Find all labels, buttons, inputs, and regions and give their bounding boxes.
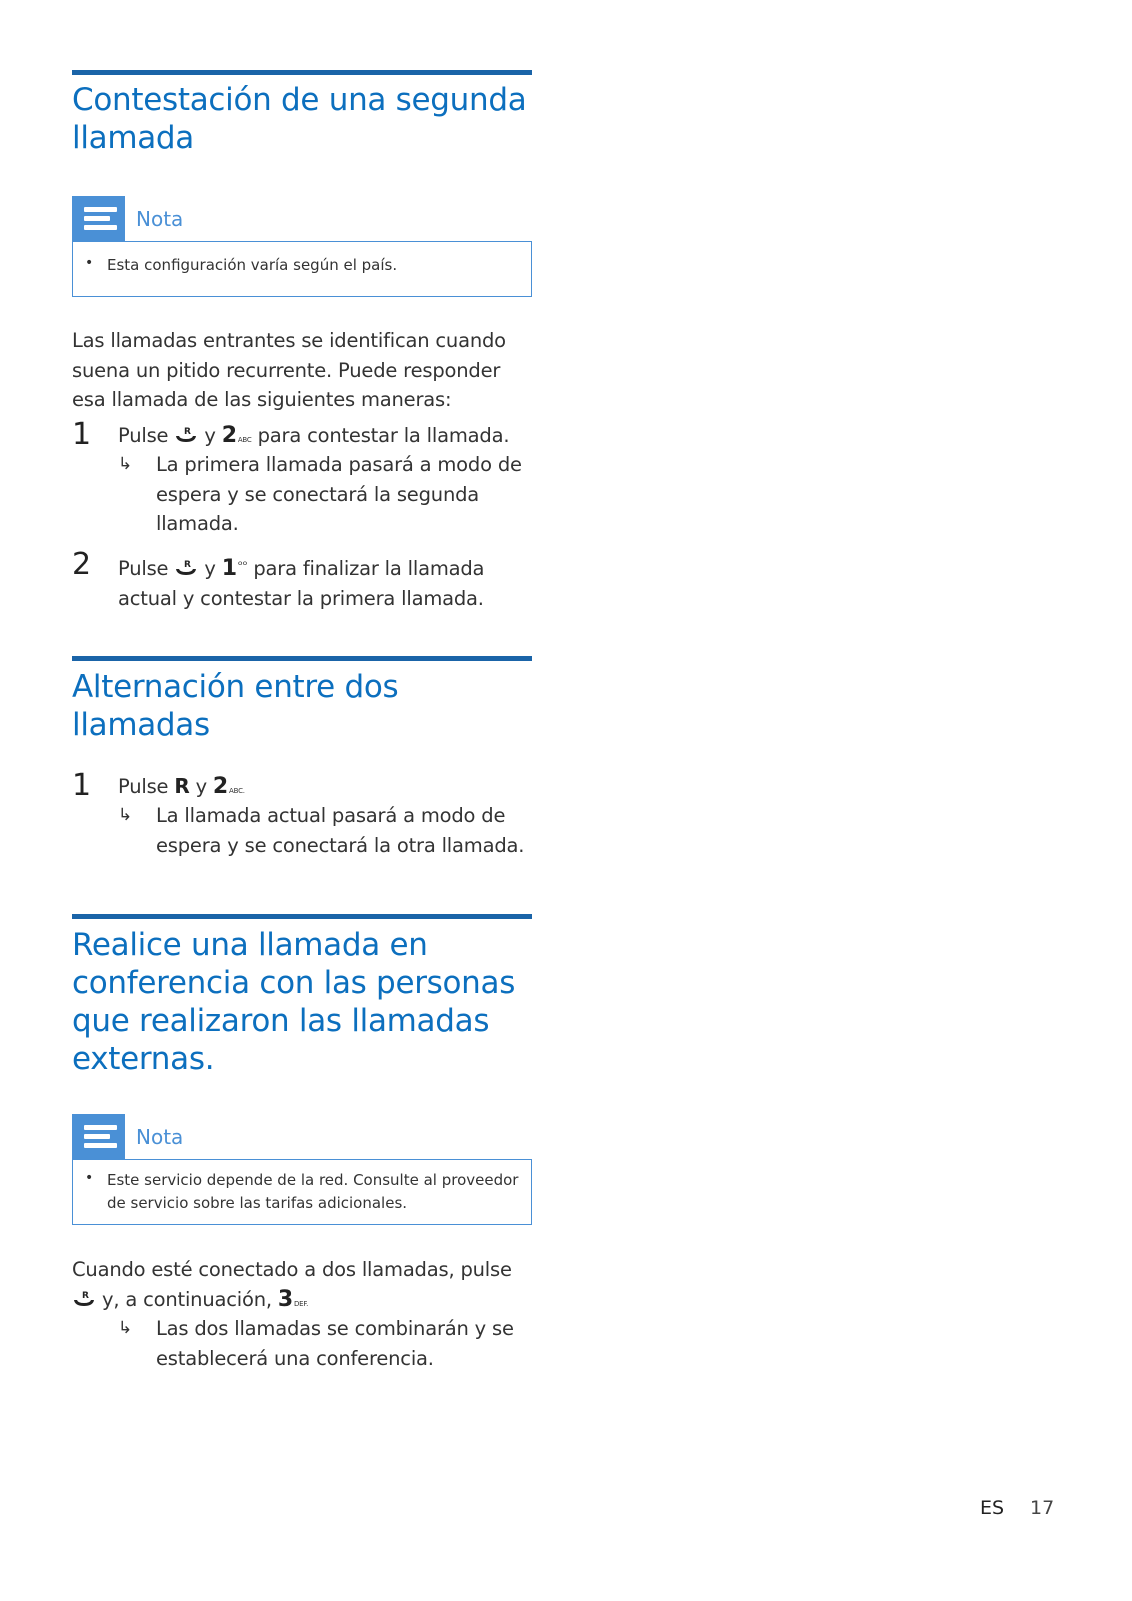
key-2-sub: ABC. xyxy=(229,787,245,795)
svg-text:R: R xyxy=(184,427,192,437)
key-3-sub: DEF. xyxy=(293,1299,309,1308)
note-box xyxy=(72,1159,532,1225)
key-2: 2 xyxy=(212,774,229,799)
key-2-sub: ABC xyxy=(237,436,252,444)
result-text: Las dos llamadas se combinarán y se establecerá una conferencia. xyxy=(156,1317,514,1370)
bullet: • xyxy=(85,255,94,271)
step-number: 1 xyxy=(72,768,92,803)
talk-flash-r-icon xyxy=(174,421,198,451)
note-text: Este servicio depende de la red. Consulte al proveedor de servicio sobre las tarifas adicionales. xyxy=(107,1171,519,1212)
key-r: R xyxy=(174,774,190,798)
note-box xyxy=(72,241,532,297)
note-text: Esta configuración varía según el país. xyxy=(107,256,398,274)
paragraph-line-2: R y, a continuación, 3DEF. xyxy=(72,1285,532,1320)
key-1-sub: ᵒᵒ xyxy=(237,558,248,572)
section-title: Contestación de una segunda llamada xyxy=(72,82,527,156)
bullet: • xyxy=(85,1170,94,1186)
note-lines-icon xyxy=(72,1114,125,1160)
key-3: 3 xyxy=(277,1286,293,1312)
result-text: La primera llamada pasará a modo de espera y se conectará la segunda llamada. xyxy=(156,453,522,535)
note-label: Nota xyxy=(136,1125,184,1149)
section-title: Realice una llamada en conferencia con las personas que realizaron las llamadas externas. xyxy=(72,927,516,1077)
step-number: 2 xyxy=(72,547,92,582)
paragraph-line-1: Cuando esté conectado a dos llamadas, pulse xyxy=(72,1258,512,1281)
note-header xyxy=(72,1114,532,1160)
section-rule xyxy=(72,656,532,661)
step-text: Pulse R y $1^{ᵒᵒ}$ para finalizar la llamada actual y contestar la primera llamada. xyxy=(118,556,485,610)
footer-language: ES xyxy=(980,1497,1005,1519)
result-arrow-icon: ↳ xyxy=(118,805,133,825)
section-title: Alternación entre dos llamadas xyxy=(72,669,399,743)
result-arrow-icon: ↳ xyxy=(118,454,133,474)
talk-flash-r-icon xyxy=(72,1285,96,1315)
step-text: Pulse R y 2ABC. xyxy=(118,774,245,799)
section-rule xyxy=(72,70,532,75)
intro-paragraph: Las llamadas entrantes se identifican cuando suena un pitido recurrente. Puede responder esa llamada de las siguientes maneras: xyxy=(72,329,506,411)
step-text: Pulse R y 2ABC para contestar la llamada. xyxy=(118,421,509,456)
note-label: Nota xyxy=(136,207,184,231)
svg-text:R: R xyxy=(82,1290,89,1301)
section-rule xyxy=(72,914,532,919)
svg-text:R: R xyxy=(184,560,192,570)
key-1: 1 xyxy=(221,556,237,581)
conference-paragraph xyxy=(72,1255,532,1319)
result-text: La llamada actual pasará a modo de espera y se conectará la otra llamada. xyxy=(156,804,525,857)
step-number: 1 xyxy=(72,417,92,452)
talk-flash-r-icon xyxy=(174,554,198,584)
page-number: 17 xyxy=(1030,1497,1055,1519)
note-lines-icon xyxy=(72,196,125,242)
key-2: 2 xyxy=(221,423,237,448)
result-arrow-icon: ↳ xyxy=(118,1318,133,1338)
note-header xyxy=(72,196,532,242)
